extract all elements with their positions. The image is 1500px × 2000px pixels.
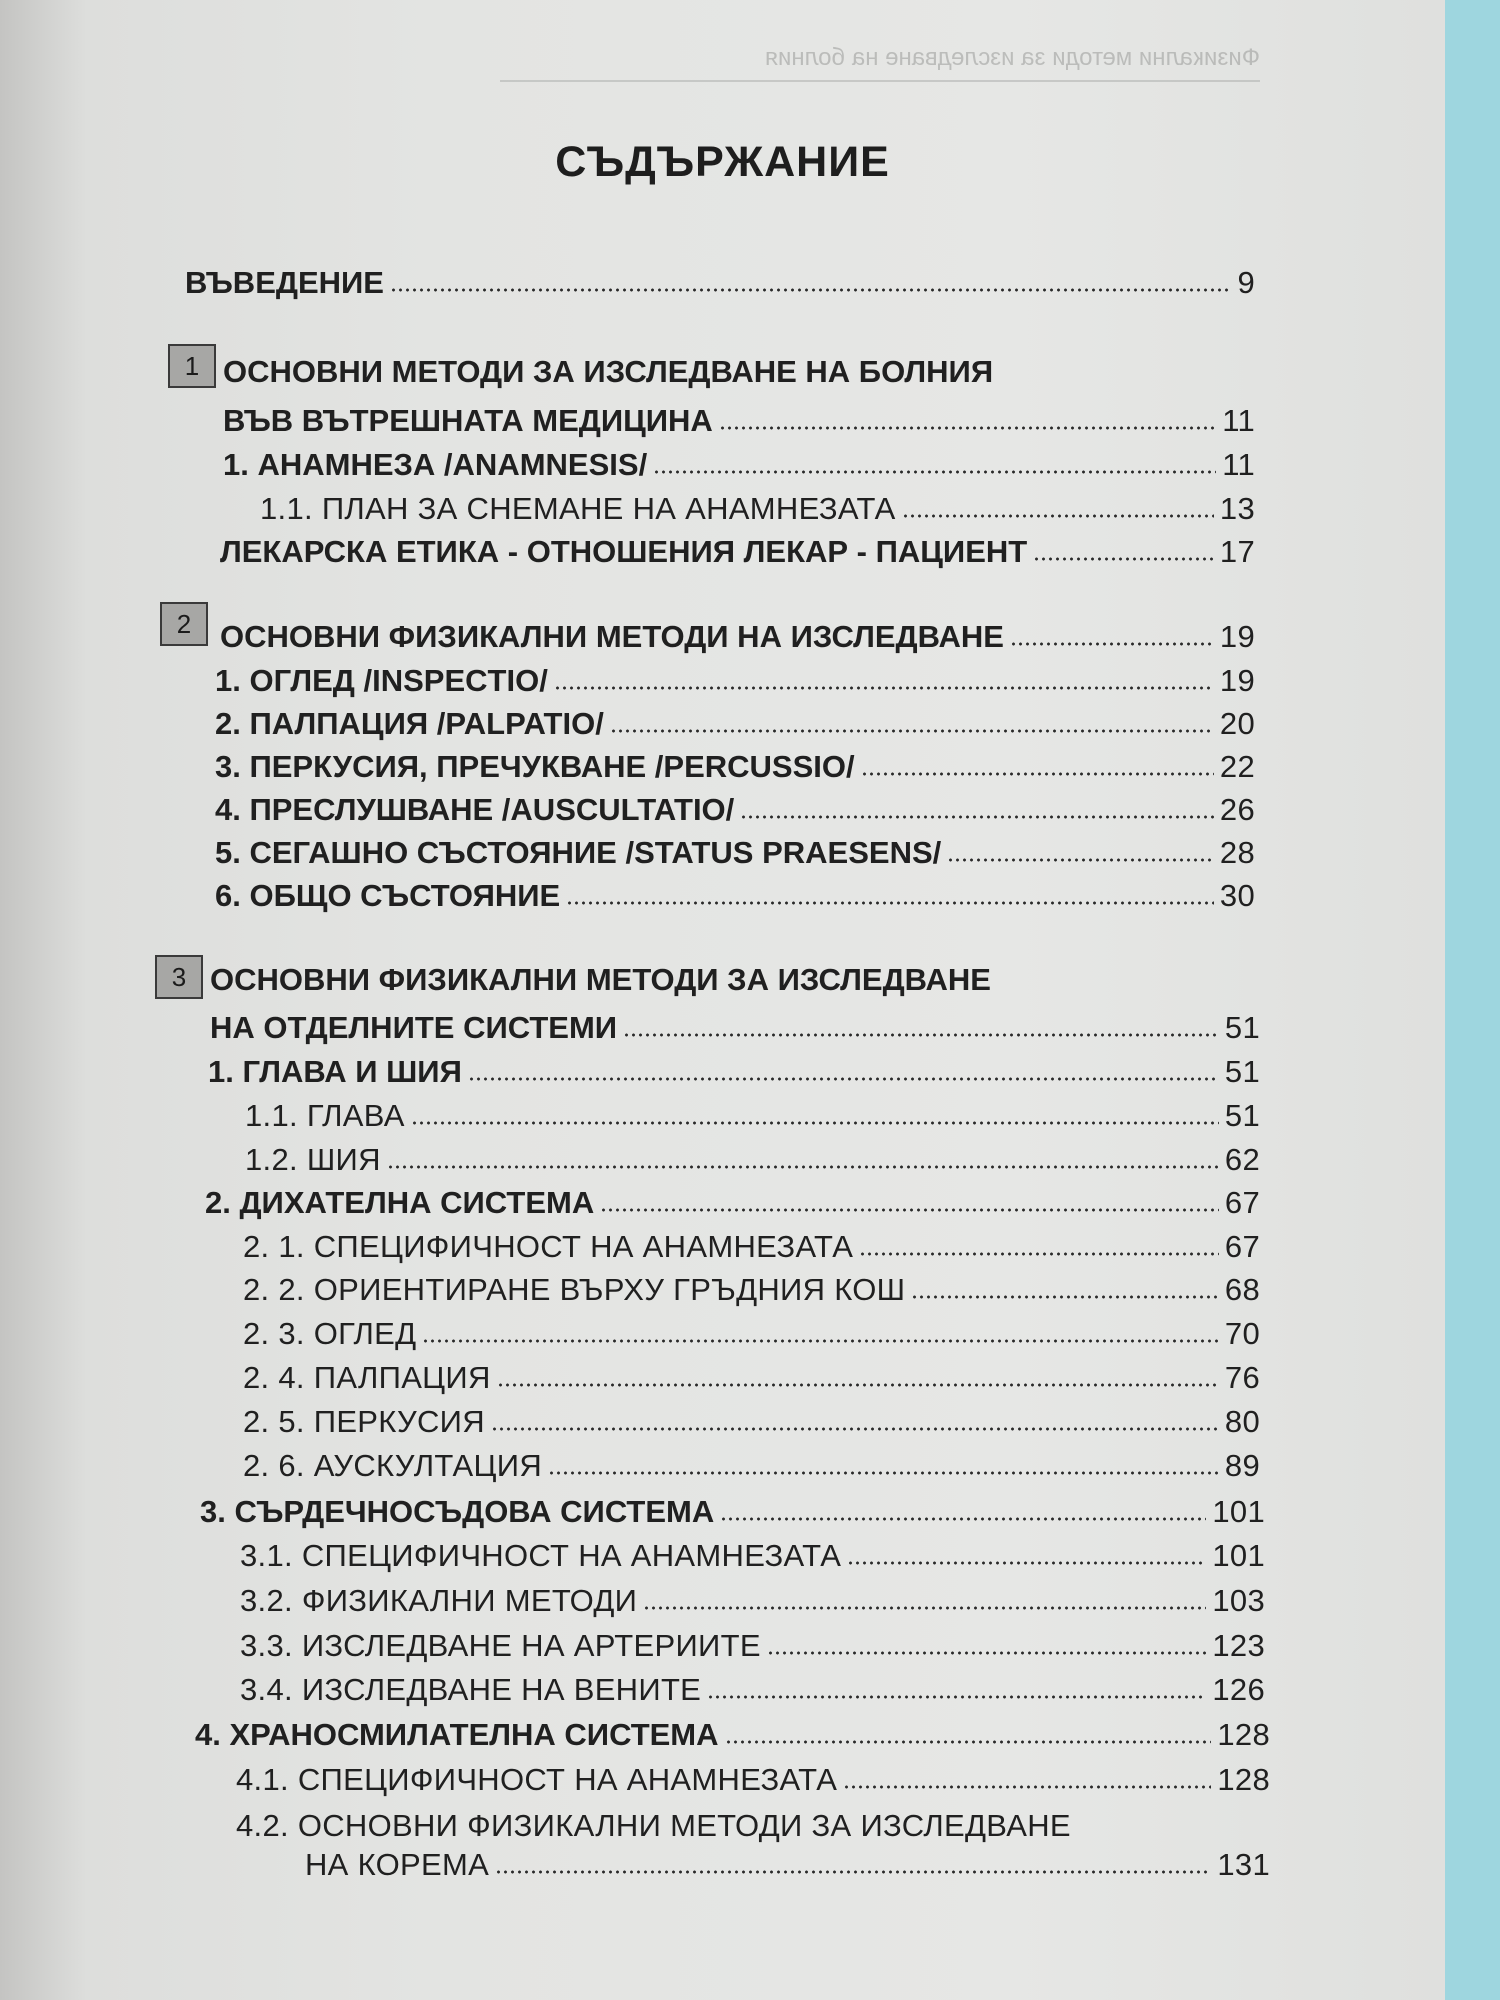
toc-page-number: 19 <box>1219 619 1255 654</box>
toc-page-number: 131 <box>1217 1847 1270 1882</box>
dot-leader <box>390 288 1231 292</box>
toc-entry[interactable] <box>240 1576 1265 1616</box>
toc-entry-label: 6. ОБЩО СЪСТОЯНИЕ <box>215 878 561 913</box>
toc-entry-label: 4. ПРЕСЛУШВАНЕ /AUSCULTATIO/ <box>215 792 735 827</box>
toc-page-number: 80 <box>1224 1404 1260 1439</box>
dot-leader <box>902 514 1214 518</box>
toc-entry[interactable] <box>260 484 1255 524</box>
toc-entry[interactable] <box>245 1135 1260 1175</box>
toc-entry-label: 1. ГЛАВА И ШИЯ <box>208 1054 462 1089</box>
chapter-number-box-2: 2 <box>160 602 208 646</box>
toc-entry-label-multiline[interactable]: 4.2. ОСНОВНИ ФИЗИКАЛНИ МЕТОДИ ЗА ИЗСЛЕДВАНЕ <box>236 1808 1071 1843</box>
toc-entry[interactable] <box>243 1222 1260 1262</box>
toc-entry[interactable] <box>236 1755 1270 1795</box>
toc-entry[interactable] <box>240 1621 1265 1661</box>
toc-entry[interactable] <box>215 828 1255 868</box>
toc-entry-label: 2. 6. АУСКУЛТАЦИЯ <box>243 1448 543 1483</box>
toc-entry[interactable] <box>243 1265 1260 1305</box>
toc-page-number: 22 <box>1219 749 1255 784</box>
toc-page-number: 26 <box>1219 792 1255 827</box>
page-title: СЪДЪРЖАНИЕ <box>555 138 890 186</box>
toc-entry-label: 2. 5. ПЕРКУСИЯ <box>243 1404 485 1439</box>
toc-entry-label: ВЪВЕДЕНИЕ <box>185 265 384 300</box>
toc-entry-label: 2. 2. ОРИЕНТИРАНЕ ВЪРХУ ГРЪДНИЯ КОШ <box>243 1272 906 1307</box>
chapter-2-heading[interactable] <box>220 612 1255 652</box>
dot-leader <box>847 1561 1206 1565</box>
toc-entry-label: НА ОТДЕЛНИТЕ СИСТЕМИ <box>210 1010 618 1045</box>
toc-entry-label: 2. 1. СПЕЦИФИЧНОСТ НА АНАМНЕЗАТА <box>243 1229 854 1264</box>
toc-entry-label: 2. ПАЛПАЦИЯ /PALPATIO/ <box>215 706 604 741</box>
toc-page-number: 9 <box>1237 265 1255 300</box>
chapter-3-heading[interactable] <box>210 1003 1260 1043</box>
toc-page-number: 70 <box>1224 1316 1260 1351</box>
dot-leader <box>859 1252 1219 1256</box>
toc-entry-label: 3.1. СПЕЦИФИЧНОСТ НА АНАМНЕЗАТА <box>240 1538 842 1573</box>
toc-entry-label: 4. ХРАНОСМИЛАТЕЛНА СИСТЕМА <box>195 1717 719 1752</box>
toc-entry[interactable] <box>215 699 1255 739</box>
toc-entry-label: 3. ПЕРКУСИЯ, ПРЕЧУКВАНЕ /PERCUSSIO/ <box>215 749 855 784</box>
toc-entry[interactable] <box>245 1091 1260 1131</box>
toc-page-number: 67 <box>1224 1229 1260 1264</box>
toc-page-number: 11 <box>1222 447 1255 482</box>
toc-entry-label: НА КОРЕМА <box>305 1847 490 1882</box>
chapter-1-title-line1[interactable]: ОСНОВНИ МЕТОДИ ЗА ИЗСЛЕДВАНЕ НА БОЛНИЯ <box>223 354 994 389</box>
toc-entry[interactable] <box>208 1047 1260 1087</box>
toc-page-number: 101 <box>1212 1538 1265 1573</box>
dot-leader <box>740 815 1214 819</box>
chapter-3-title-line1[interactable]: ОСНОВНИ ФИЗИКАЛНИ МЕТОДИ ЗА ИЗСЛЕДВАНЕ <box>210 962 991 997</box>
toc-entry[interactable] <box>243 1353 1260 1393</box>
toc-page-number: 103 <box>1212 1583 1265 1618</box>
dot-leader <box>947 858 1214 862</box>
toc-entry-label: 2. ДИХАТЕЛНА СИСТЕМА <box>205 1185 595 1220</box>
toc-entry[interactable] <box>243 1309 1260 1349</box>
dot-leader <box>1010 642 1214 646</box>
toc-entry-intro[interactable] <box>185 258 1255 298</box>
toc-page-number: 11 <box>1222 403 1255 438</box>
toc-page-number: 123 <box>1212 1628 1265 1663</box>
dot-leader <box>1033 557 1214 561</box>
toc-page-number: 67 <box>1224 1185 1260 1220</box>
dot-leader <box>491 1427 1219 1431</box>
toc-entry[interactable] <box>195 1710 1270 1750</box>
dot-leader <box>411 1121 1219 1125</box>
toc-page-number: 51 <box>1224 1098 1260 1133</box>
toc-entry-label: 1.1. ГЛАВА <box>245 1098 405 1133</box>
dot-leader <box>548 1471 1219 1475</box>
toc-entry-label: ВЪВ ВЪТРЕШНАТА МЕДИЦИНА <box>223 403 713 438</box>
dot-leader <box>497 1383 1219 1387</box>
toc-entry[interactable] <box>240 1665 1265 1705</box>
toc-entry[interactable] <box>215 742 1255 782</box>
toc-entry[interactable] <box>223 440 1255 480</box>
toc-entry-label: 1. АНАМНЕЗА /ANAMNESIS/ <box>223 447 648 482</box>
toc-entry-label: 2. 4. ПАЛПАЦИЯ <box>243 1360 491 1395</box>
toc-page-number: 17 <box>1219 534 1255 569</box>
toc-entry[interactable] <box>243 1441 1260 1481</box>
background-surface <box>1440 0 1500 2000</box>
dot-leader <box>566 901 1214 905</box>
toc-page-number: 19 <box>1219 663 1255 698</box>
toc-entry-label: 5. СЕГАШНО СЪСТОЯНИЕ /STATUS PRAESENS/ <box>215 835 942 870</box>
chapter-number-box-3: 3 <box>155 955 203 999</box>
toc-page-number: 62 <box>1224 1142 1260 1177</box>
dot-leader <box>422 1339 1218 1343</box>
dot-leader <box>843 1785 1211 1789</box>
toc-page-number: 13 <box>1219 491 1255 526</box>
toc-entry-label: 1.1. ПЛАН ЗА СНЕМАНЕ НА АНАМНЕЗАТА <box>260 491 896 526</box>
dot-leader <box>600 1208 1219 1212</box>
chapter-number-box-1: 1 <box>168 344 216 388</box>
toc-entry-label: 3. СЪРДЕЧНОСЪДОВА СИСТЕМА <box>200 1494 715 1529</box>
dot-leader <box>610 729 1214 733</box>
toc-page-number: 30 <box>1219 878 1255 913</box>
dot-leader <box>653 470 1216 474</box>
dot-leader <box>495 1870 1211 1874</box>
toc-entry[interactable] <box>205 1178 1260 1218</box>
toc-entry[interactable] <box>215 656 1255 696</box>
dot-leader <box>719 426 1216 430</box>
toc-page-number: 20 <box>1219 706 1255 741</box>
toc-entry-label: 2. 3. ОГЛЕД <box>243 1316 417 1351</box>
toc-page-number: 51 <box>1224 1054 1260 1089</box>
toc-entry-label: 3.2. ФИЗИКАЛНИ МЕТОДИ <box>240 1583 638 1618</box>
dot-leader <box>911 1295 1219 1299</box>
dot-leader <box>861 772 1214 776</box>
toc-entry[interactable] <box>305 1840 1270 1880</box>
toc-page-number: 101 <box>1212 1494 1265 1529</box>
toc-page-number: 89 <box>1224 1448 1260 1483</box>
toc-entry[interactable] <box>215 785 1255 825</box>
toc-entry[interactable] <box>240 1531 1265 1571</box>
toc-entry-label: 1.2. ШИЯ <box>245 1142 381 1177</box>
toc-page-number: 51 <box>1224 1010 1260 1045</box>
dot-leader <box>643 1606 1206 1610</box>
toc-entry-label: 1. ОГЛЕД /INSPECTIO/ <box>215 663 548 698</box>
toc-entry[interactable] <box>215 871 1255 911</box>
toc-page-number: 128 <box>1217 1762 1270 1797</box>
toc-entry[interactable] <box>200 1487 1265 1527</box>
toc-entry-label: 3.4. ИЗСЛЕДВАНЕ НА ВЕНИТЕ <box>240 1672 702 1707</box>
chapter-1-heading[interactable] <box>223 396 1255 436</box>
show-through-header: Физикални методи за изследване на болния <box>764 44 1260 71</box>
toc-page-number: 128 <box>1217 1717 1270 1752</box>
toc-page-number: 76 <box>1224 1360 1260 1395</box>
dot-leader <box>623 1033 1219 1037</box>
dot-leader <box>468 1077 1219 1081</box>
toc-page-number: 28 <box>1219 835 1255 870</box>
toc-entry[interactable] <box>243 1397 1260 1437</box>
toc-entry-label: 4.1. СПЕЦИФИЧНОСТ НА АНАМНЕЗАТА <box>236 1762 838 1797</box>
dot-leader <box>707 1695 1206 1699</box>
toc-entry-label: ЛЕКАРСКА ЕТИКА - ОТНОШЕНИЯ ЛЕКАР - ПАЦИЕНТ <box>220 534 1028 569</box>
dot-leader <box>767 1651 1207 1655</box>
dot-leader <box>554 686 1214 690</box>
toc-page-number: 68 <box>1224 1272 1260 1307</box>
toc-entry[interactable] <box>220 527 1255 567</box>
toc-page-number: 126 <box>1212 1672 1265 1707</box>
dot-leader <box>387 1165 1219 1169</box>
dot-leader <box>725 1740 1212 1744</box>
toc-entry-label: 3.3. ИЗСЛЕДВАНЕ НА АРТЕРИИТЕ <box>240 1628 761 1663</box>
toc-entry-label: ОСНОВНИ ФИЗИКАЛНИ МЕТОДИ НА ИЗСЛЕДВАНЕ <box>220 619 1004 654</box>
dot-leader <box>720 1517 1206 1521</box>
